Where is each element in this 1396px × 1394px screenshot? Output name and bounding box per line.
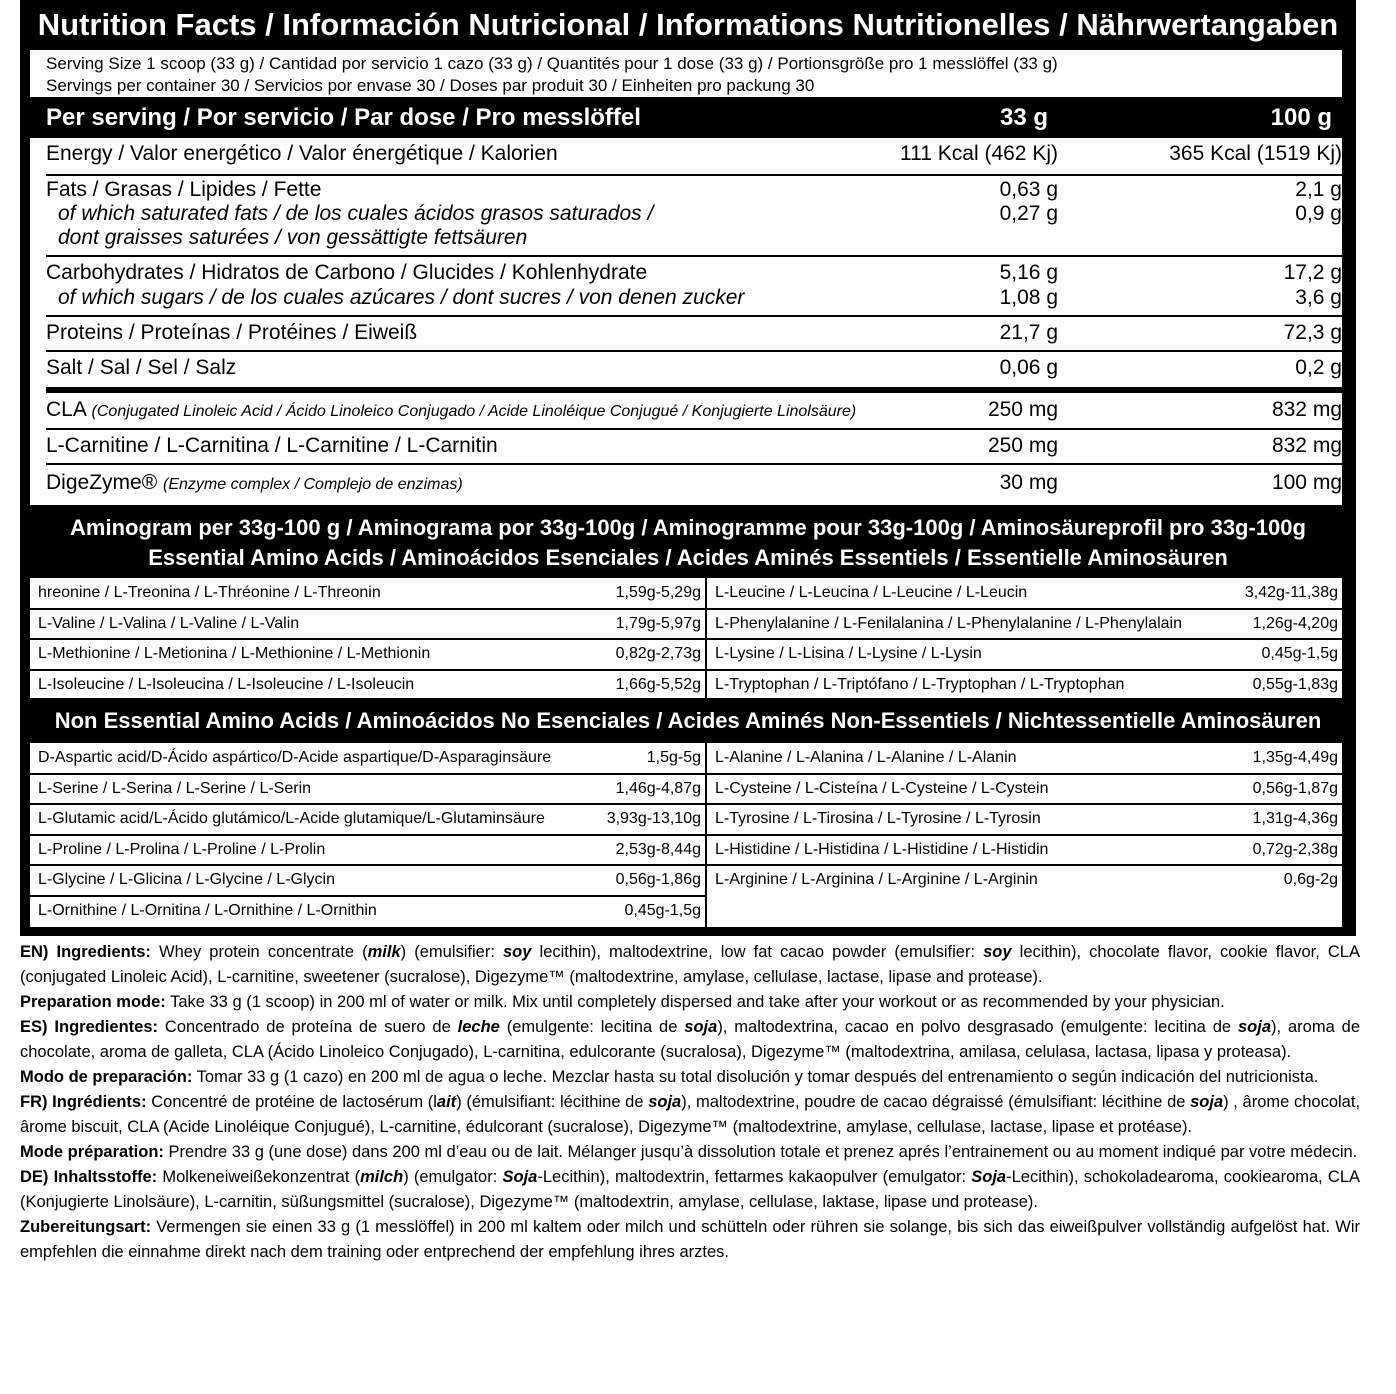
salt-row <box>46 356 1342 380</box>
salt-label: Salt / Sal / Sel / Salz <box>46 356 237 379</box>
en-prep-label: Preparation mode: <box>20 993 166 1011</box>
ingredient-segment: ), aroma de chocolate, aroma de galleta, CLA (Ácido Linoleico Conjugado), L-carnitina, edulcorante (sucralosa), Digezyme™ (maltodextrina, amilasa, celulasa, lactasa, lipasa y proteasa). <box>20 1018 1361 1061</box>
fr-prep-label: Mode préparation: <box>20 1143 164 1161</box>
per-serving-label: Per serving / Por servicio / Par dose / Pro messlöffel <box>46 104 641 131</box>
amino-row <box>707 578 1342 608</box>
ingredient-segment: (emulgente: lecitina de <box>499 1018 685 1036</box>
amino-value: 0,45g-1,5g <box>1261 645 1338 662</box>
energy-v2: 365 Kcal (1519 Kj) <box>1169 142 1342 165</box>
amino-value: 1,79g-5,97g <box>615 614 701 632</box>
proteins-v2: 72,3 g <box>1283 321 1342 344</box>
sugars-v2: 3,6 g <box>1295 286 1342 309</box>
digezyme-sub: (Enzyme complex / Complejo de enzimas) <box>163 476 463 493</box>
amino-value: 0,82g-2,73g <box>615 645 701 662</box>
allergen: soy <box>503 943 532 961</box>
de-label: DE) Inhaltsstoffe: <box>20 1168 158 1186</box>
saturated-label-2: dont graisses saturées / von gessättigte fettsäuren <box>58 226 528 249</box>
carbs-row <box>46 261 1342 285</box>
amino-name: L-Alanine / L-Alanina / L-Alanine / L-Alanin <box>715 749 1017 766</box>
digezyme-v1: 30 mg <box>999 471 1058 494</box>
saturated-row <box>46 202 1342 226</box>
fr-label: FR) Ingrédients: <box>20 1093 147 1111</box>
amino-name: L-Serine / L-Serina / L-Serine / L-Serin <box>38 779 312 797</box>
amino-value: 0,72g-2,38g <box>1252 840 1338 858</box>
es-prep-label: Modo de preparación: <box>20 1068 193 1086</box>
energy-v1: 111 Kcal (462 Kj) <box>900 142 1058 165</box>
ingredient-text <box>20 943 1360 986</box>
ingredient-segment: ) (émulsifiant: lécithine de <box>456 1093 649 1111</box>
carnitine-v1: 250 mg <box>987 434 1058 457</box>
aminogram-title: Aminogram per 33g-100 g / Aminograma por 33g-100g / Aminogramme pour 33g-100g / Aminosäureprofil pro 33g-100g <box>70 515 1306 540</box>
saturated-v2: 0,9 g <box>1295 202 1342 225</box>
row-divider <box>30 773 1342 775</box>
amino-row <box>707 639 1342 669</box>
digezyme-row <box>46 471 1342 495</box>
amino-value: 1,35g-4,49g <box>1252 749 1338 766</box>
de-prep-label: Zubereitungsart: <box>20 1218 152 1236</box>
amino-value: 0,6g-2g <box>1283 871 1338 888</box>
energy-row <box>46 142 1342 166</box>
ingredient-text <box>20 1018 1360 1061</box>
amino-value: 0,55g-1,83g <box>1252 675 1338 693</box>
allergen: ait <box>436 1093 457 1111</box>
cla-v1: 250 mg <box>987 398 1058 421</box>
es-ingredients <box>20 1015 1360 1065</box>
amino-name: L-Ornithine / L-Ornitina / L-Ornithine / L-Ornithin <box>38 901 377 919</box>
allergen: Soja <box>971 1168 1007 1186</box>
salt-v1: 0,06 g <box>999 356 1058 379</box>
essential-amino-table <box>30 578 1342 698</box>
amino-value: 0,56g-1,87g <box>1252 779 1338 797</box>
nutrient-table <box>30 138 1342 505</box>
allergen: milk <box>367 943 401 961</box>
amino-row <box>30 743 705 773</box>
fr-prep-text: Prendre 33 g (une dose) dans 200 ml d’eau ou de lait. Mélanger jusqu’à dissolution totale et prenez aprés l’entrainement ou au moment indiqué par votre médecin. <box>163 1143 1358 1161</box>
col-33g-header: 33 g <box>999 104 1048 131</box>
de-preparation <box>20 1215 1360 1265</box>
amino-row <box>30 774 705 804</box>
row-divider <box>30 895 705 897</box>
proteins-v1: 21,7 g <box>999 321 1058 344</box>
allergen: soja <box>1190 1093 1224 1111</box>
carbs-v1: 5,16 g <box>999 261 1058 284</box>
amino-name: L-Methionine / L-Metionina / L-Methionine / L-Methionin <box>38 645 431 662</box>
ingredient-segment: lecithin), chocolate flavor, cookie flavor, CLA (conjugated Linoleic Acid), L-carnitine, sweetener (sucralose), Digezyme™ (maltodextrine, amylase, cellulase, lactase, lipase and protease). <box>20 943 1360 986</box>
nonessential-title: Non Essential Amino Acids / Aminoácidos No Esenciales / Acides Aminés Non-Essentiels / Nichtessentielle Aminosäuren <box>54 708 1322 733</box>
amino-row <box>707 804 1342 834</box>
cla-sub: (Conjugated Linoleic Acid / Ácido Linoleico Conjugado / Acide Linoléique Conjugué / Konjugierte Linolsäure) <box>91 403 857 420</box>
ingredient-segment: ) , ârome chocolat, ârome biscuit, CLA (Acide Linoléique Conjugué), L-carnitine, édulcorant (sucralose), Digezyme™ (maltodextrine, amylase, cellulase, lactase, lipase et protéase). <box>20 1093 1361 1136</box>
divider <box>46 255 1342 257</box>
proteins-label: Proteins / Proteínas / Protéines / Eiweiß <box>46 321 418 344</box>
amino-row <box>30 896 705 926</box>
de-prep-text: Vermengen sie einen 33 g (1 messlöffel) in 200 ml kaltem oder milch und schütteln oder rühren sie solange, bis sich das eiweißpulver vollständig aufgelöst hat. Wir empfehlen die einnahme direkt nach dem training oder entprechend der empfehlung ihres arztes. <box>20 1218 1360 1261</box>
digezyme-v2: 100 mg <box>1271 471 1342 494</box>
cla-v2: 832 mg <box>1271 398 1342 421</box>
amino-name: L-Tyrosine / L-Tirosina / L-Tyrosine / L-Tyrosin <box>715 810 1041 827</box>
allergen: milch <box>360 1168 404 1186</box>
es-prep-text: Tomar 33 g (1 cazo) en 200 ml de agua o leche. Mezclar hasta su total disolución y tomar después del entrenamiento o según indicación del nutricionista. <box>192 1068 1319 1086</box>
nutrition-label <box>20 0 1356 936</box>
amino-value: 3,42g-11,38g <box>1244 584 1338 601</box>
carnitine-label: L-Carnitine / L-Carnitina / L-Carnitine / L-Carnitin <box>46 434 498 457</box>
amino-value: 1,46g-4,87g <box>615 779 701 797</box>
amino-value: 3,93g-13,10g <box>606 810 701 827</box>
ingredient-segment: ), maltodextrina, cacao en polvo desgrasado (emulgente: lecitina de <box>717 1018 1238 1036</box>
ingredient-segment: Molkeneiweißekonzentrat ( <box>157 1168 361 1186</box>
amino-row <box>30 804 705 834</box>
en-ingredients <box>20 940 1360 990</box>
ingredient-segment: ) (emulsifier: <box>400 943 503 961</box>
sugars-row <box>46 286 1342 310</box>
sugars-v1: 1,08 g <box>999 286 1058 309</box>
ingredient-segment: Concentré de protéine de lactosérum (l <box>146 1093 437 1111</box>
en-preparation <box>20 990 1360 1015</box>
amino-name: L-Proline / L-Prolina / L-Proline / L-Prolin <box>38 840 326 858</box>
label-title: Nutrition Facts / Información Nutricional / Informations Nutritionelles / Nährwertangaben <box>37 7 1339 42</box>
row-divider <box>30 803 1342 805</box>
amino-name: L-Leucine / L-Leucina / L-Leucine / L-Leucin <box>715 584 1028 601</box>
row-divider <box>30 638 1342 640</box>
amino-value: 1,66g-5,52g <box>615 675 701 693</box>
energy-label: Energy / Valor energético / Valor énergétique / Kalorien <box>46 142 558 165</box>
amino-row <box>707 670 1342 700</box>
amino-name: L-Cysteine / L-Cisteína / L-Cysteine / L-Cystein <box>715 779 1049 797</box>
amino-row <box>30 578 705 608</box>
column-divider <box>705 743 707 927</box>
allergen: Soja <box>502 1168 538 1186</box>
essential-title: Essential Amino Acids / Aminoácidos Esenciales / Acides Aminés Essentiels / Essentielle Aminosäuren <box>148 545 1228 570</box>
amino-row <box>30 865 705 895</box>
carnitine-row <box>46 434 1342 458</box>
fats-v2: 2,1 g <box>1295 178 1342 201</box>
allergen: soy <box>983 943 1012 961</box>
amino-row <box>707 835 1342 865</box>
amino-value: 2,53g-8,44g <box>615 840 701 858</box>
amino-row <box>707 743 1342 773</box>
thick-divider <box>46 387 1342 393</box>
ingredients-section <box>20 940 1360 1265</box>
carbs-v2: 17,2 g <box>1283 261 1342 284</box>
col-100g-header: 100 g <box>1270 104 1332 131</box>
amino-name: D-Aspartic acid/D-Ácido aspártico/D-Acide aspartique/D-Asparaginsäure <box>38 749 552 766</box>
amino-value: 1,31g-4,36g <box>1252 810 1338 827</box>
fr-ingredients <box>20 1090 1360 1140</box>
amino-row <box>707 865 1342 895</box>
ingredient-text <box>20 1093 1360 1136</box>
row-divider <box>30 864 1342 866</box>
es-label: ES) Ingredientes: <box>20 1018 159 1036</box>
en-label: EN) Ingredients: <box>20 943 151 961</box>
row-divider <box>30 669 1342 671</box>
amino-row <box>30 639 705 669</box>
row-divider <box>30 608 1342 610</box>
amino-name: L-Arginine / L-Arginina / L-Arginine / L-Arginin <box>715 871 1038 888</box>
allergen: leche <box>457 1018 500 1036</box>
amino-name: L-Valine / L-Valina / L-Valine / L-Valin <box>38 614 300 632</box>
ingredient-segment: lecithin), maltodextrine, low fat cacao powder (emulsifier: <box>531 943 984 961</box>
carnitine-v2: 832 mg <box>1271 434 1342 457</box>
amino-name: L-Isoleucine / L-Isoleucina / L-Isoleucine / L-Isoleucin <box>38 675 415 693</box>
amino-row <box>30 609 705 639</box>
allergen: soja <box>1237 1018 1272 1036</box>
divider <box>46 428 1342 430</box>
amino-value: 0,56g-1,86g <box>615 871 701 888</box>
amino-value: 0,45g-1,5g <box>624 901 701 919</box>
amino-row <box>30 670 705 700</box>
row-divider <box>30 834 1342 836</box>
divider <box>46 315 1342 317</box>
saturated-v1: 0,27 g <box>999 202 1058 225</box>
amino-value: 1,26g-4,20g <box>1252 614 1338 632</box>
ingredient-segment: ), maltodextrine, poudre de cacao dégraissé (émulsifiant: lécithine de <box>681 1093 1191 1111</box>
divider <box>46 463 1342 465</box>
ingredient-text <box>20 1168 1360 1211</box>
amino-name: L-Lysine / L-Lisina / L-Lysine / L-Lysin <box>715 645 982 662</box>
amino-name: L-Histidine / L-Histidina / L-Histidine / L-Histidin <box>715 840 1049 858</box>
cla-label: CLA <box>46 398 86 421</box>
servings-per-container: Servings per container 30 / Servicios por envase 30 / Doses par produit 30 / Einheiten pro packung 30 <box>46 76 815 95</box>
ingredient-segment: -Lecithin), schokoladearoma, cookiearoma, CLA (Konjugierte Linolsäure), L-carnitin, süßungsmittel (sucralose), Digezyme™ (maltodextrin, amylase, cellulase, laktase, lipase und protease). <box>20 1168 1361 1211</box>
proteins-row <box>46 321 1342 345</box>
serving-info <box>30 50 1342 97</box>
salt-v2: 0,2 g <box>1295 356 1342 379</box>
amino-row <box>707 609 1342 639</box>
column-divider <box>705 578 707 698</box>
divider <box>46 350 1342 352</box>
fats-row <box>46 178 1342 202</box>
amino-value: 1,5g-5g <box>646 749 701 766</box>
amino-row <box>30 835 705 865</box>
per-serving-header <box>20 97 1356 139</box>
ingredient-segment: Whey protein concentrate ( <box>150 943 368 961</box>
carbs-label: Carbohydrates / Hidratos de Carbono / Glucides / Kohlenhydrate <box>46 261 648 284</box>
amino-name: hreonine / L-Treonina / L-Thréonine / L-Threonin <box>38 584 381 601</box>
de-ingredients <box>20 1165 1360 1215</box>
fr-preparation <box>20 1140 1360 1165</box>
amino-value: 1,59g-5,29g <box>615 584 701 601</box>
amino-name: L-Tryptophan / L-Triptófano / L-Tryptophan / L-Tryptophan <box>715 675 1125 693</box>
serving-size: Serving Size 1 scoop (33 g) / Cantidad por servicio 1 cazo (33 g) / Quantités pour 1 dose (33 g) / Portionsgröße pro 1 messlöffel (33 g) <box>46 54 1058 73</box>
saturated-row-2 <box>46 226 1342 250</box>
allergen: soja <box>684 1018 718 1036</box>
cla-row <box>46 398 1342 422</box>
ingredient-segment: -Lecithin), maltodextrin, fettarmes kakaopulver (emulgator: <box>537 1168 972 1186</box>
divider <box>46 174 1342 176</box>
amino-name: L-Glycine / L-Glicina / L-Glycine / L-Glycin <box>38 871 335 888</box>
sugars-label: of which sugars / de los cuales azúcares / dont sucres / von denen zucker <box>58 286 745 309</box>
amino-name: L-Phenylalanine / L-Fenilalanina / L-Phenylalanine / L-Phenylalain <box>715 614 1182 632</box>
fats-v1: 0,63 g <box>999 178 1058 201</box>
ingredient-segment: Concentrado de proteína de suero de <box>158 1018 458 1036</box>
digezyme-label: DigeZyme® <box>46 471 158 494</box>
fats-label: Fats / Grasas / Lipides / Fette <box>46 178 322 201</box>
en-prep-text: Take 33 g (1 scoop) in 200 ml of water or milk. Mix until completely dispersed and take after your workout or as recommended by your physician. <box>165 993 1225 1011</box>
saturated-label: of which saturated fats / de los cuales ácidos grasos saturados / <box>58 202 654 225</box>
ingredient-segment: ) (emulgator: <box>403 1168 503 1186</box>
nonessential-amino-table <box>30 743 1342 927</box>
amino-row <box>707 774 1342 804</box>
amino-name: L-Glutamic acid/L-Ácido glutámico/L-Acide glutamique/L-Glutaminsäure <box>38 810 545 827</box>
allergen: soja <box>648 1093 682 1111</box>
es-preparation <box>20 1065 1360 1090</box>
